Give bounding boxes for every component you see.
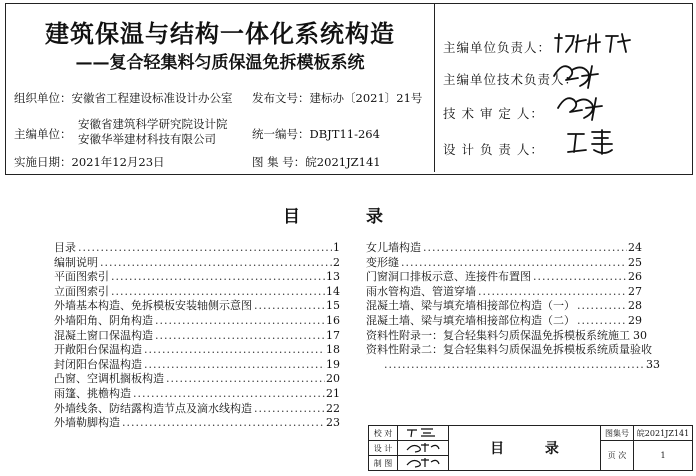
toc-entry-title: 外墙阳角、阴角构造 xyxy=(54,313,153,327)
toc-entry-page: 14 xyxy=(326,284,340,298)
toc-entry-title: 凸窗、空调机搁板构造 xyxy=(54,372,164,386)
toc-leader-dots xyxy=(423,241,627,256)
toc-leader-dots xyxy=(100,256,332,271)
editor-unit-1: 安徽省建筑科学研究院设计院 xyxy=(78,117,228,131)
toc-entry-title: 外墙勒脚构造 xyxy=(54,416,120,430)
toc-entry-page: 2 xyxy=(333,255,340,269)
title-block xyxy=(368,425,693,471)
draw-signature xyxy=(398,456,449,471)
toc-entry-title: 外墙基本构造、免拆模板安装轴侧示意图 xyxy=(54,299,252,313)
toc-entry xyxy=(54,329,340,344)
toc-leader-dots xyxy=(577,314,627,329)
check-label: 校 对 xyxy=(369,426,398,441)
editor-label: 主编单位： xyxy=(14,127,72,141)
toc-entry-title: 立面图索引 xyxy=(54,284,109,298)
toc-leader-dots xyxy=(155,314,325,329)
toc-entry-page: 15 xyxy=(326,299,340,313)
toc-entry-page: 18 xyxy=(326,343,340,357)
toc-entry-page: 28 xyxy=(628,299,642,313)
toc-entry-page: 20 xyxy=(326,372,340,386)
toc-entry-title: 封闭阳台保温构造 xyxy=(54,357,142,371)
toc-entry xyxy=(54,387,340,402)
toc-entry-page: 26 xyxy=(628,270,642,284)
toc-leader-dots xyxy=(166,372,325,387)
contents-right-column xyxy=(366,241,660,372)
toc-entry xyxy=(54,402,340,417)
tech-lead-signature xyxy=(548,58,608,92)
toc-entry-page: 27 xyxy=(628,284,642,298)
tech-lead-label: 主编单位技术负责人： xyxy=(443,72,579,87)
toc-leader-dots xyxy=(384,358,645,373)
toc-entry-title: 外墙线条、防结露构造节点及滴水线构造 xyxy=(54,401,252,415)
toc-leader-dots xyxy=(577,299,627,314)
toc-entry-page: 29 xyxy=(628,313,642,327)
document-title: 建筑保温与结构一体化系统构造 xyxy=(45,20,395,48)
toc-entry xyxy=(54,299,340,314)
atlas-value: 皖2021JZ141 xyxy=(634,426,693,441)
atlas-number: 图 集 号：皖2021JZ141 xyxy=(252,155,381,169)
toc-entry xyxy=(366,270,642,285)
toc-entry-title: 资料性附录二：复合轻集料匀质保温免拆模板系统质量验收 xyxy=(366,343,652,357)
toc-entry-title: 资料性附录一：复合轻集料匀质保温免拆模板系统施工 xyxy=(366,328,630,342)
toc-entry-page: 25 xyxy=(628,255,642,269)
reviewer-signature xyxy=(552,90,612,124)
toc-entry-continuation xyxy=(366,358,660,373)
toc-leader-dots xyxy=(533,270,627,285)
check-signature xyxy=(398,426,449,441)
toc-leader-dots xyxy=(254,299,325,314)
contents-left-column xyxy=(54,241,340,431)
header-block xyxy=(5,3,693,175)
design-label: 设 计 xyxy=(369,441,398,456)
toc-entry xyxy=(54,416,340,431)
toc-leader-dots xyxy=(111,270,325,285)
toc-entry xyxy=(54,314,340,329)
chief-editor-signature xyxy=(552,30,642,58)
page-value: 1 xyxy=(634,441,693,471)
editor-unit-2: 安徽华举建材科技有限公司 xyxy=(78,132,216,146)
toc-entry-page: 30 xyxy=(633,328,647,342)
toc-entry xyxy=(366,343,652,358)
reviewer-label: 技 术 审 定 人： xyxy=(443,106,544,121)
toc-entry xyxy=(54,358,340,373)
toc-entry xyxy=(54,270,340,285)
toc-entry-title: 混凝土墙、梁与填充墙相接部位构造（一） xyxy=(366,299,575,313)
toc-entry-page: 17 xyxy=(326,328,340,342)
toc-entry-title: 女儿墙构造 xyxy=(366,241,421,254)
toc-entry xyxy=(54,256,340,271)
toc-entry-page: 22 xyxy=(326,401,340,415)
page-label: 页 次 xyxy=(601,441,634,471)
toc-leader-dots xyxy=(133,387,325,402)
toc-entry-page: 33 xyxy=(646,357,660,371)
toc-entry-title: 目录 xyxy=(54,241,76,254)
toc-entry-title: 混凝土墙、梁与填充墙相接部位构造（二） xyxy=(366,313,575,327)
toc-leader-dots xyxy=(401,256,627,271)
implementation-date: 实施日期：2021年12月23日 xyxy=(14,155,165,169)
toc-entry-title: 混凝土窗口保温构造 xyxy=(54,328,153,342)
header-info xyxy=(6,4,435,172)
toc-entry xyxy=(54,343,340,358)
toc-entry-title: 编制说明 xyxy=(54,255,98,269)
toc-entry-page xyxy=(654,343,655,358)
toc-entry xyxy=(54,241,340,256)
toc-entry-page: 21 xyxy=(326,386,340,400)
toc-leader-dots xyxy=(78,241,332,256)
toc-entry-title: 门窗洞口排板示意、连接件布置图 xyxy=(366,270,531,284)
toc-leader-dots xyxy=(144,358,325,373)
design-signature xyxy=(398,441,449,456)
chief-editor-label: 主编单位负责人： xyxy=(443,40,552,55)
toc-leader-dots xyxy=(254,402,325,417)
toc-entry-page: 1 xyxy=(333,241,340,254)
toc-entry xyxy=(54,285,340,300)
toc-leader-dots xyxy=(111,285,325,300)
drawing-name: 目 录 xyxy=(449,426,601,471)
toc-entry xyxy=(366,314,642,329)
toc-entry xyxy=(366,299,642,314)
draw-label: 制 图 xyxy=(369,456,398,471)
toc-entry-title: 开敞阳台保温构造 xyxy=(54,343,142,357)
unified-number: 统一编号：DBJT11-264 xyxy=(252,127,380,141)
toc-entry-page: 19 xyxy=(326,357,340,371)
contents-title: 目 录 xyxy=(283,207,413,227)
toc-entry-page: 13 xyxy=(326,270,340,284)
document-number: 发布文号：建标办〔2021〕21号 xyxy=(252,91,423,105)
toc-entry xyxy=(366,256,642,271)
toc-entry-title: 雨水管构造、管道穿墙 xyxy=(366,284,476,298)
toc-entry-page: 24 xyxy=(628,241,642,254)
toc-leader-dots xyxy=(144,343,325,358)
toc-entry-title: 平面图索引 xyxy=(54,270,109,284)
toc-leader-dots xyxy=(122,416,325,431)
document-subtitle: ——复合轻集料匀质保温免拆模板系统 xyxy=(75,53,365,73)
design-lead-label: 设 计 负 责 人： xyxy=(443,142,544,157)
toc-entry xyxy=(366,328,647,344)
toc-leader-dots xyxy=(478,285,627,300)
organizing-unit: 组织单位：安徽省工程建设标准设计办公室 xyxy=(14,91,233,105)
toc-entry xyxy=(54,372,340,387)
toc-entry-page: 23 xyxy=(326,416,340,430)
toc-leader-dots xyxy=(155,329,325,344)
toc-entry-page: 16 xyxy=(326,313,340,327)
toc-entry-title: 雨篷、挑檐构造 xyxy=(54,386,131,400)
toc-entry xyxy=(366,285,642,300)
design-lead-signature xyxy=(562,126,622,158)
toc-entry xyxy=(366,241,642,256)
atlas-label: 图集号 xyxy=(601,426,634,441)
toc-entry-title: 变形缝 xyxy=(366,255,399,269)
